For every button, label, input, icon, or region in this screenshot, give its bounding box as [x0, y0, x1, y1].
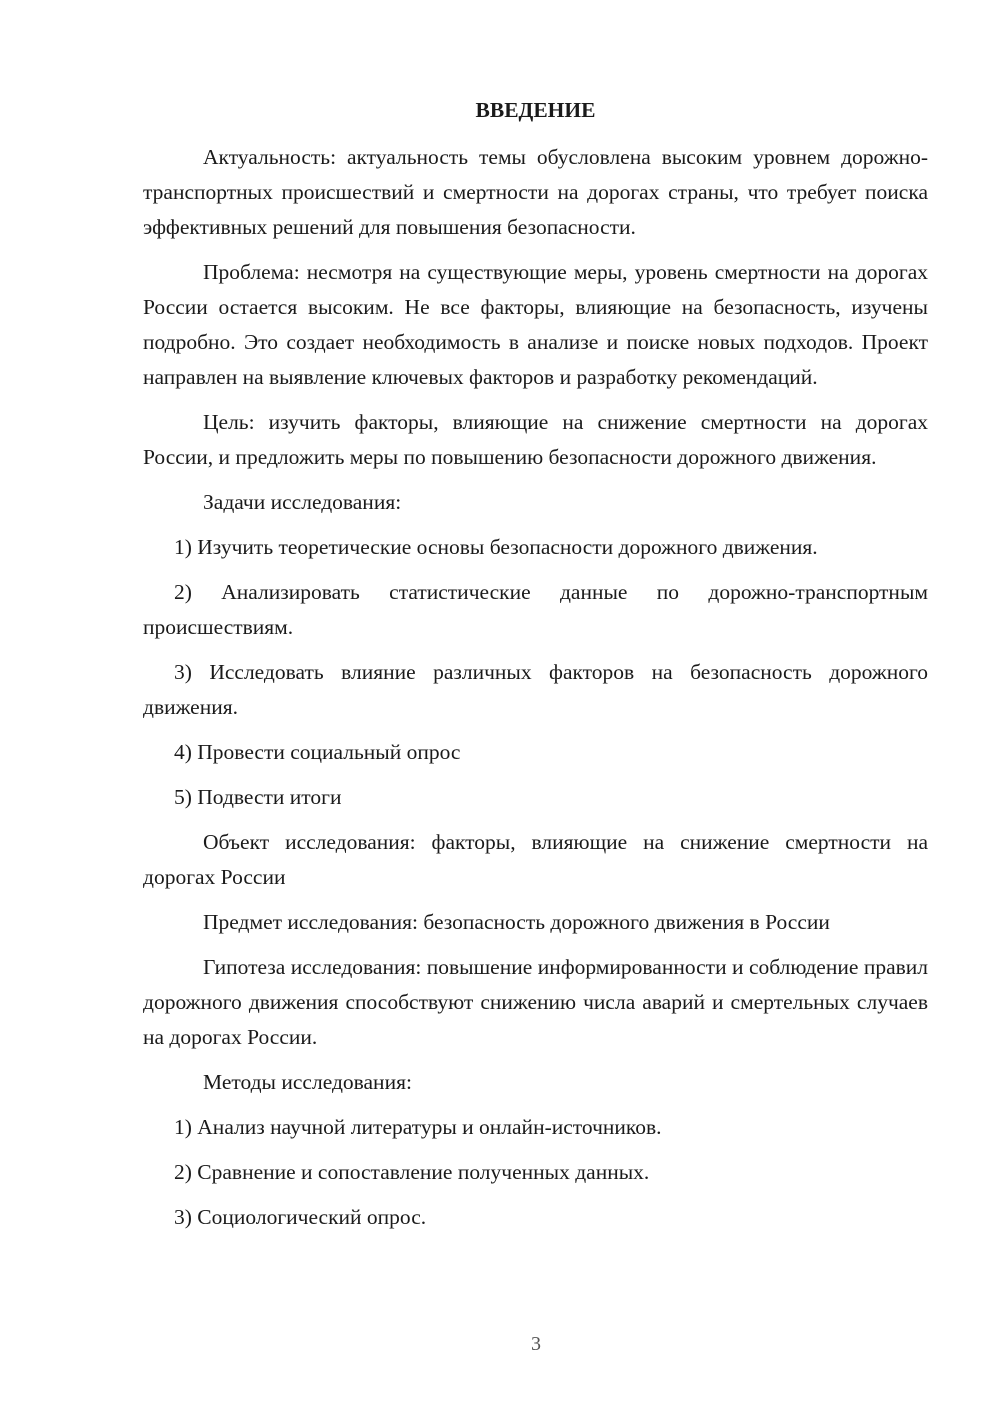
task-item-1: 1) Изучить теоретические основы безопасности дорожного движения. [174, 535, 818, 559]
document-page [143, 94, 928, 1245]
method-item-3: 3) Социологический опрос. [174, 1205, 427, 1229]
relevance-paragraph: Актуальность: актуальность темы обусловлена высоким уровнем дорожно-транспортных происшествий и смертности на дорогах страны, что требует поиска эффективных решений для повышения безопасности. [143, 145, 928, 239]
task-item-4: 4) Провести социальный опрос [174, 740, 461, 764]
hypothesis-paragraph: Гипотеза исследования: повышение информированности и соблюдение правил дорожного движения способствуют снижению числа аварий и смертельных случаев на дорогах России. [143, 955, 928, 1049]
goal-paragraph: Цель: изучить факторы, влияющие на снижение смертности на дорогах России, и предложить меры по повышению безопасности дорожного движения. [143, 410, 928, 469]
method-item-1: 1) Анализ научной литературы и онлайн-источников. [174, 1115, 662, 1139]
task-item-5: 5) Подвести итоги [174, 785, 342, 809]
task-item-3: 3) Исследовать влияние различных факторов на безопасность дорожного движения. [143, 660, 928, 719]
problem-paragraph: Проблема: несмотря на существующие меры, уровень смертности на дорогах России остается высоким. Не все факторы, влияющие на безопасность, изучены подробно. Это создает необходимость в анализе и поиске новых подходов. Проект направлен на выявление ключевых факторов и разработку рекомендаций. [143, 260, 928, 389]
object-paragraph: Объект исследования: факторы, влияющие на снижение смертности на дорогах России [143, 830, 928, 889]
method-item-2: 2) Сравнение и сопоставление полученных данных. [174, 1160, 650, 1184]
page-number: 3 [531, 1333, 541, 1355]
page-title: ВВЕДЕНИЕ [475, 98, 596, 122]
task-item-2: 2) Анализировать статистические данные по дорожно-транспортным происшествиям. [143, 580, 928, 639]
methods-heading: Методы исследования: [203, 1070, 412, 1094]
tasks-heading: Задачи исследования: [203, 490, 402, 514]
subject-paragraph: Предмет исследования: безопасность дорожного движения в России [203, 910, 830, 934]
